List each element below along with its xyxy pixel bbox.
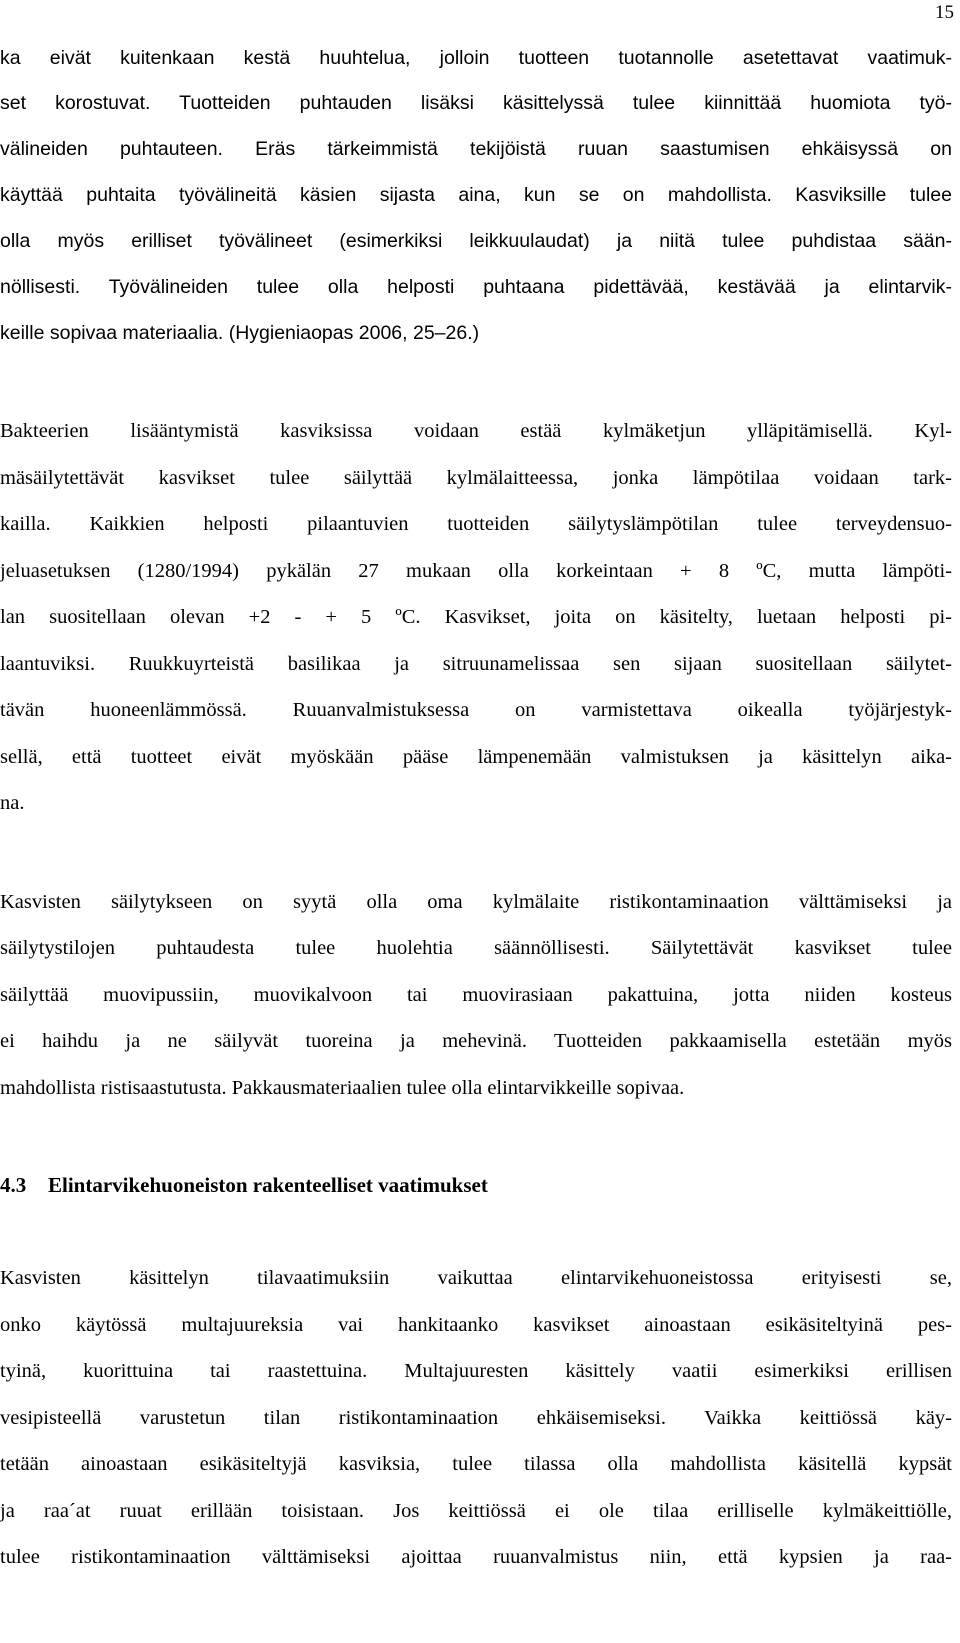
text-line: mäsäilytettävät kasvikset tulee säilyttää kylmälaitteessa, jonka lämpötilaa voidaan tark- — [0, 467, 952, 489]
text-line: Bakteerien lisääntymistä kasviksissa voidaan estää kylmäketjun ylläpitämisellä. Kyl- — [0, 420, 952, 442]
text-line: ka eivät kuitenkaan kestä huuhtelua, jolloin tuotteen tuotannolle asetettavat vaatimuk- — [0, 47, 952, 69]
text-line: set korostuvat. Tuotteiden puhtauden lisäksi käsittelyssä tulee kiinnittää huomiota työ- — [0, 92, 952, 114]
text-line: tyinä, kuorittuina tai raastettuina. Multajuuresten käsittely vaatii esimerkiksi erillisen — [0, 1360, 952, 1382]
text-line: tetään ainoastaan esikäsiteltyjä kasviksia, tulee tilassa olla mahdollista käsitellä kypsät — [0, 1453, 952, 1475]
text-line: välineiden puhtauteen. Eräs tärkeimmistä tekijöistä ruuan saastumisen ehkäisyssä on — [0, 138, 952, 160]
text-line: kailla. Kaikkien helposti pilaantuvien tuotteiden säilytyslämpötilan tulee terveydensuo- — [0, 513, 952, 535]
text-line: vesipisteellä varustetun tilan ristikontaminaation ehkäisemiseksi. Vaikka keittiössä käy- — [0, 1407, 952, 1429]
text-line: ei haihdu ja ne säilyvät tuoreina ja mehevinä. Tuotteiden pakkaamisella estetään myös — [0, 1030, 952, 1052]
text-line: onko käytössä multajuureksia vai hankitaanko kasvikset ainoastaan esikäsiteltyinä pes- — [0, 1314, 952, 1336]
section-number: 4.3 — [0, 1173, 27, 1197]
text-line: tävän huoneenlämmössä. Ruuanvalmistuksessa on varmistettava oikealla työjärjestyk- — [0, 699, 952, 721]
text-line: lan suositellaan olevan +2 - + 5 ºC. Kasvikset, joita on käsitelty, luetaan helposti pi- — [0, 606, 952, 628]
text-line: jeluasetuksen (1280/1994) pykälän 27 mukaan olla korkeintaan + 8 ºC, mutta lämpöti- — [0, 560, 952, 582]
section-heading — [0, 1173, 488, 1197]
text-line: Kasvisten säilytykseen on syytä olla oma kylmälaite ristikontaminaation välttämiseksi ja — [0, 891, 952, 913]
text-line: säilytystilojen puhtaudesta tulee huolehtia säännöllisesti. Säilytettävät kasvikset tulee — [0, 937, 952, 959]
text-line: Kasvisten käsittelyn tilavaatimuksiin vaikuttaa elintarvikehuoneistossa erityisesti se, — [0, 1267, 952, 1289]
text-line: ja raa´at ruuat erillään toisistaan. Jos keittiössä ei ole tilaa erilliselle kylmäkeittiölle, — [0, 1500, 952, 1522]
section-title: Elintarvikehuoneiston rakenteelliset vaatimukset — [48, 1173, 488, 1197]
text-line: nöllisesti. Työvälineiden tulee olla helposti puhtaana pidettävää, kestävää ja elintarvik- — [0, 276, 952, 298]
text-line: laantuviksi. Ruukkuyrteistä basilikaa ja sitruunamelissaa sen sijaan suositellaan säilytet- — [0, 653, 952, 675]
text-line: olla myös erilliset työvälineet (esimerkiksi leikkuulaudat) ja niitä tulee puhdistaa sään- — [0, 230, 952, 252]
text-line: sellä, että tuotteet eivät myöskään pääse lämpenemään valmistuksen ja käsittelyn aika- — [0, 746, 952, 768]
text-line: mahdollista ristisaastutusta. Pakkausmateriaalien tulee olla elintarvikkeille sopivaa. — [0, 1077, 685, 1099]
text-line: säilyttää muovipussiin, muovikalvoon tai muovirasiaan pakattuina, jotta niiden kosteus — [0, 984, 952, 1006]
text-line: keille sopivaa materiaalia. (Hygieniaopas 2006, 25–26.) — [0, 322, 480, 344]
text-line: tulee ristikontaminaation välttämiseksi ajoittaa ruuanvalmistus niin, että kypsien ja raa- — [0, 1546, 952, 1568]
text-line: na. — [0, 792, 25, 814]
text-line: käyttää puhtaita työvälineitä käsien sijasta aina, kun se on mahdollista. Kasviksille tulee — [0, 184, 952, 206]
page-number: 15 — [935, 2, 954, 23]
